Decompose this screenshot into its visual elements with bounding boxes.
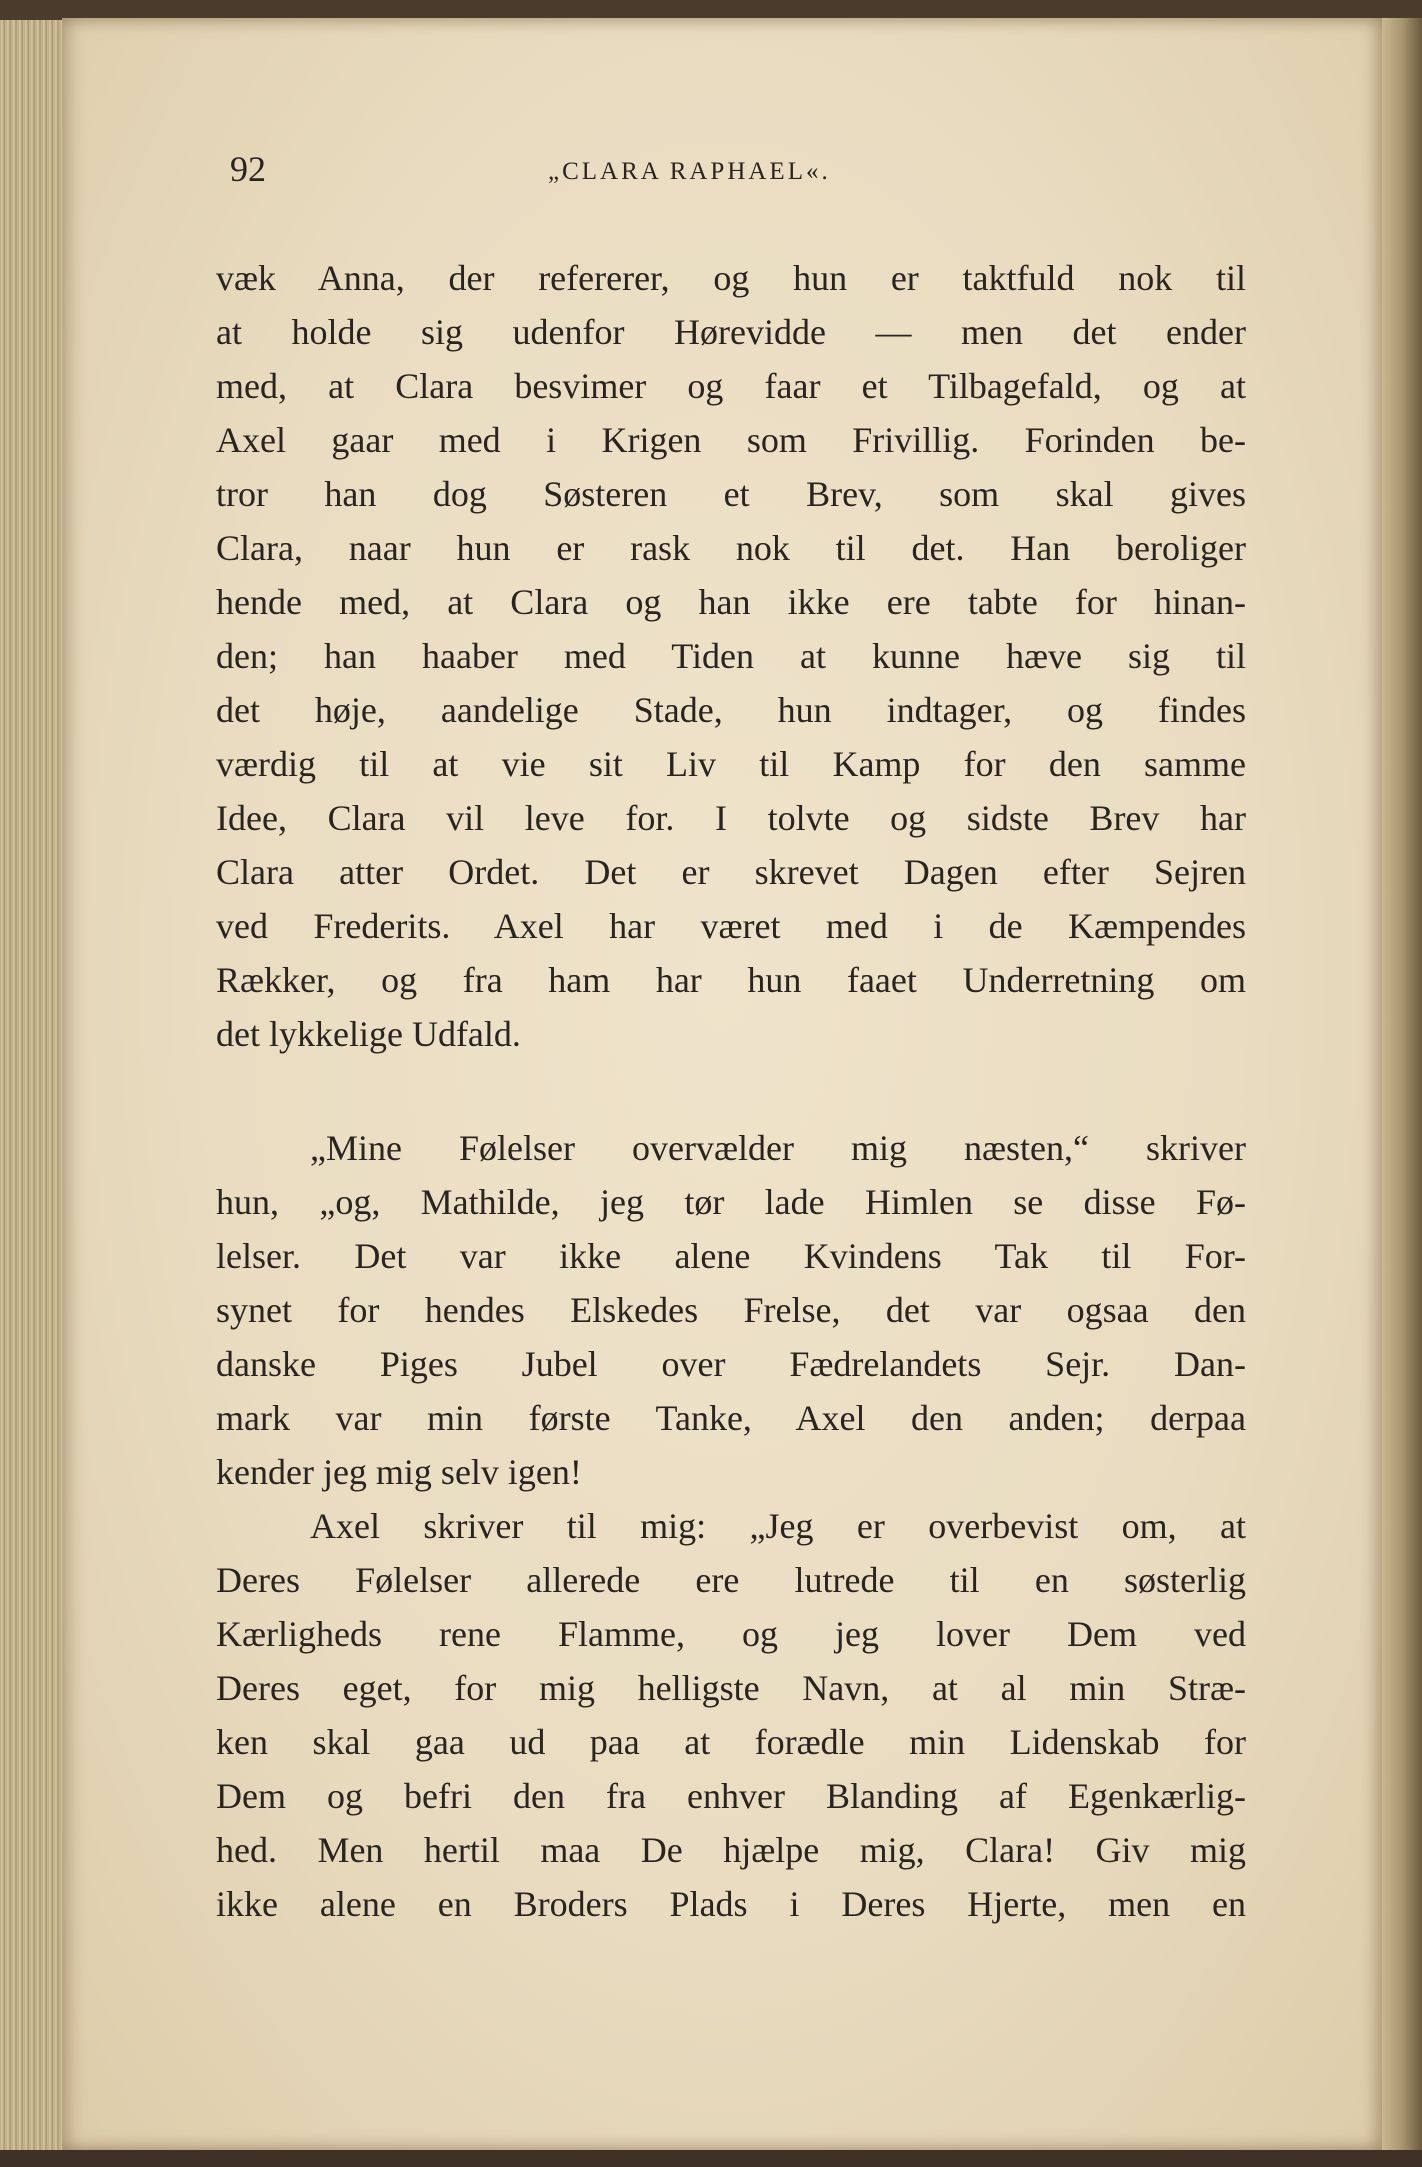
page-edges-right (1382, 18, 1422, 2150)
text-line: synet for hendes Elskedes Frelse, det var ogsaa den (216, 1290, 1246, 1330)
text-line: Deres Følelser allerede ere lutrede til en søsterlig (216, 1560, 1246, 1600)
text-line: den; han haaber med Tiden at kunne hæve sig til (216, 636, 1246, 676)
text-line: væk Anna, der refererer, og hun er taktfuld nok til (216, 258, 1246, 298)
text-line: det lykkelige Udfald. (216, 1014, 521, 1054)
text-line: med, at Clara besvimer og faar et Tilbagefald, og at (216, 366, 1246, 406)
text-line: Clara atter Ordet. Det er skrevet Dagen efter Sejren (216, 852, 1246, 892)
text-line: Kærligheds rene Flamme, og jeg lover Dem ved (216, 1614, 1246, 1654)
text-line: mark var min første Tanke, Axel den anden; derpaa (216, 1398, 1246, 1438)
text-line: ken skal gaa ud paa at forædle min Lidenskab for (216, 1722, 1246, 1762)
text-line: ved Frederits. Axel har været med i de Kæmpendes (216, 906, 1246, 946)
text-line: at holde sig udenfor Hørevidde — men det ender (216, 312, 1246, 352)
text-line: Axel skriver til mig: „Jeg er overbevist om, at (310, 1506, 1246, 1546)
text-line: Deres eget, for mig helligste Navn, at al min Stræ- (216, 1668, 1246, 1708)
text-line: Dem og befri den fra enhver Blanding af Egenkærlig- (216, 1776, 1246, 1816)
text-line: hun, „og, Mathilde, jeg tør lade Himlen se disse Fø- (216, 1182, 1246, 1222)
text-line: lelser. Det var ikke alene Kvindens Tak til For- (216, 1236, 1246, 1276)
running-title: „CLARA RAPHAEL«. (548, 158, 831, 185)
text-line: „Mine Følelser overvælder mig næsten,“ skriver (310, 1128, 1246, 1168)
text-line: danske Piges Jubel over Fædrelandets Sejr. Dan- (216, 1344, 1246, 1384)
text-line: kender jeg mig selv igen! (216, 1452, 582, 1492)
text-line: Axel gaar med i Krigen som Frivillig. Forinden be- (216, 420, 1246, 460)
text-line: hed. Men hertil maa De hjælpe mig, Clara! Giv mig (216, 1830, 1246, 1870)
page-edges-left (0, 20, 68, 2150)
page-header (230, 148, 1230, 198)
text-line: det høje, aandelige Stade, hun indtager, og findes (216, 690, 1246, 730)
text-line: hende med, at Clara og han ikke ere tabte for hinan- (216, 582, 1246, 622)
text-line: værdig til at vie sit Liv til Kamp for den samme (216, 744, 1246, 784)
text-line: Idee, Clara vil leve for. I tolvte og sidste Brev har (216, 798, 1246, 838)
text-line: Clara, naar hun er rask nok til det. Han beroliger (216, 528, 1246, 568)
text-line: ikke alene en Broders Plads i Deres Hjerte, men en (216, 1884, 1246, 1924)
text-line: Rækker, og fra ham har hun faaet Underretning om (216, 960, 1246, 1000)
page-number: 92 (230, 149, 266, 189)
text-line: tror han dog Søsteren et Brev, som skal gives (216, 474, 1246, 514)
